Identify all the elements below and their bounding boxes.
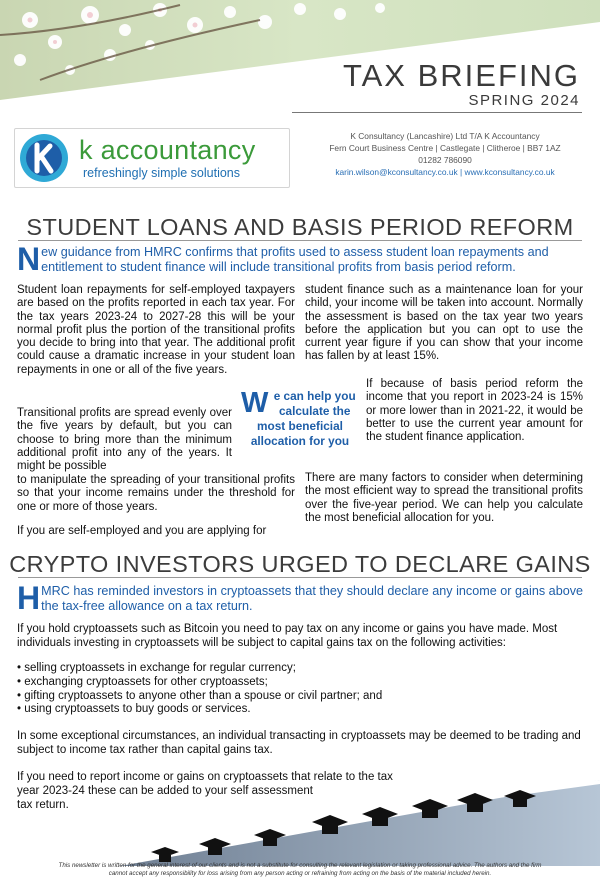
section-title-crypto: CRYPTO INVESTORS URGED TO DECLARE GAINS bbox=[9, 551, 591, 577]
lead-text: ew guidance from HMRC confirms that profits used to assess student loan repayments and entitlement to student finance will include transitional profits from basis period reform. bbox=[41, 245, 549, 274]
paragraph: Transitional profits are spread evenly over the five years by default, but you can choose to bring more than the minimum additional profit into any of the years. It might be possible bbox=[17, 407, 232, 473]
paragraph: to manipulate the spreading of your transitional profits so that your income remains under the threshold for one or more of those years. bbox=[17, 474, 295, 513]
graduation-caps-photo bbox=[0, 780, 600, 866]
section2-paragraph-line: If you need to report income or gains on cryptoassets that relate to the tax bbox=[17, 771, 393, 783]
section1-right-column-wrap bbox=[366, 378, 583, 444]
activity-list bbox=[17, 662, 583, 717]
header-divider bbox=[292, 112, 582, 113]
pullquote bbox=[241, 389, 359, 449]
contact-email-web[interactable]: karin.wilson@kconsultancy.co.uk | www.kconsultancy.co.uk bbox=[335, 167, 555, 177]
pullquote-drop-cap: W bbox=[241, 387, 269, 419]
section1-lead bbox=[17, 241, 583, 277]
contact-phone: 01282 786090 bbox=[418, 155, 472, 165]
newsletter-edition: SPRING 2024 bbox=[468, 92, 580, 109]
paragraph: If you are self-employed and you are applying for bbox=[17, 525, 267, 537]
section1-left-column-cont bbox=[17, 474, 295, 514]
contact-address: Fern Court Business Centre | Castlegate | Clitheroe | BB7 1AZ bbox=[329, 143, 561, 153]
logo-tagline: refreshingly simple solutions bbox=[83, 166, 241, 180]
paragraph: If because of basis period reform the income that you report in 2023-24 is 15% or more lower than in 2021-22, it would be better to use the current year amount for the student finance application. bbox=[366, 378, 583, 444]
section-divider bbox=[18, 577, 582, 578]
contact-company: K Consultancy (Lancashire) Ltd T/A K Accountancy bbox=[350, 131, 540, 141]
paragraph: There are many factors to consider when determining the most efficient way to spread the transitional profits over the five-year period. We can help you calculate the most beneficial allocation for you. bbox=[305, 472, 583, 524]
k-logo-emblem-icon bbox=[19, 133, 69, 183]
list-item: • gifting cryptoassets to anyone other than a spouse or civil partner; and bbox=[17, 690, 583, 704]
drop-cap: N bbox=[17, 241, 41, 277]
lead-text: MRC has reminded investors in cryptoassets that they should declare any income or gains above the tax-free allowance on a tax return. bbox=[41, 584, 583, 613]
paragraph: student finance such as a maintenance loan for your child, your income will be taken into account. Normally the assessment is based on the tax year two years before the application but you can opt to use the current year figure if you can show that your income has fallen by at least 15%. bbox=[305, 284, 583, 363]
section2-paragraph-line: year 2023-24 these can be added to your self assessment bbox=[17, 785, 313, 797]
legal-disclaimer bbox=[10, 862, 590, 878]
company-logo bbox=[14, 128, 290, 188]
paragraph: Student loan repayments for self-employed taxpayers are based on the profits reported in each tax year. For the tax years 2023-24 to 2027-28 this will be your normal profit plus the portion of the transitional profits you decide to bring into that year. The additional profit could cause a dramatic increase in your student loan repayments in one or all of the five years. bbox=[17, 284, 295, 376]
list-item: • using cryptoassets to buy goods or services. bbox=[17, 703, 583, 717]
drop-cap: H bbox=[17, 580, 41, 616]
disclaimer-line: This newsletter is written for the general interest of our clients and is not a substitute for consulting the relevant legislation or taking professional advice. The authors and the firm bbox=[58, 862, 542, 869]
logo-brand-name: k accountancy bbox=[79, 135, 256, 165]
section1-left-column-wrap bbox=[17, 407, 232, 473]
section2-paragraph: If you hold cryptoassets such as Bitcoin you need to pay tax on any income or gains you have made. Most individuals investing in cryptoassets will be subject to capital gains tax on the following activities: bbox=[17, 623, 558, 649]
newsletter-title: TAX BRIEFING bbox=[342, 58, 580, 93]
section2-lead bbox=[17, 580, 583, 616]
section1-left-column-end bbox=[17, 525, 295, 538]
pullquote-text: e can help you calculate the most beneficial allocation for you bbox=[250, 389, 356, 448]
section2-paragraph-line: tax return. bbox=[17, 799, 69, 811]
section-title-student-loans: STUDENT LOANS AND BASIS PERIOD REFORM bbox=[26, 214, 574, 240]
section1-right-column bbox=[305, 284, 583, 364]
section-divider bbox=[18, 240, 582, 241]
list-item: • selling cryptoassets in exchange for regular currency; bbox=[17, 662, 583, 676]
section2-paragraph: In some exceptional circumstances, an individual transacting in cryptoassets may be deemed to be trading and subject to income tax rather than capital gains tax. bbox=[17, 730, 581, 756]
section1-left-column bbox=[17, 284, 295, 377]
disclaimer-line: cannot accept any responsibility for loss arising from any person acting or refraining from acting on the basis of the material included herein. bbox=[108, 870, 492, 877]
section1-right-column-end bbox=[305, 472, 583, 525]
list-item: • exchanging cryptoassets for other cryptoassets; bbox=[17, 676, 583, 690]
